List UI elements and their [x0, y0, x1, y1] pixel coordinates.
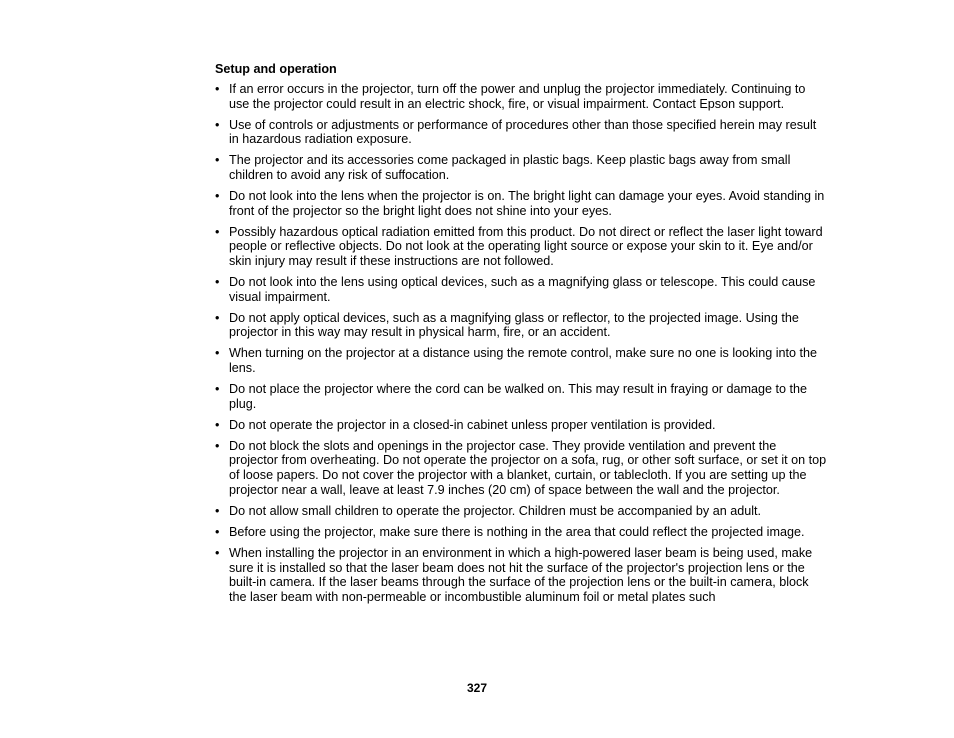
list-item-text: The projector and its accessories come packaged in plastic bags. Keep plastic bags away from small children to avoid any risk of suffocation.: [229, 153, 791, 182]
list-item-text: Do not apply optical devices, such as a magnifying glass or reflector, to the projected image. Using the projector in this way may result in physical harm, fire, or an accident.: [229, 310, 799, 340]
list-item-text: Do not operate the projector in a closed-in cabinet unless proper ventilation is provided.: [229, 417, 716, 432]
bullet-icon: •: [215, 275, 220, 290]
list-item-text: Do not block the slots and openings in the projector case. They provide ventilation and prevent the projector from overheating. Do not operate the projector on a sofa, rug, or other soft surface, or set it on top of loose papers. Do not cover the projector with a blanket, curtain, or tablecloth. If you are setting up the projector near a wall, leave at least 7.9 inches (20 cm) of space between the wall and the projector.: [229, 438, 827, 497]
bullet-icon: •: [215, 310, 220, 325]
list-item-text: Possibly hazardous optical radiation emitted from this product. Do not direct or reflect the laser light toward people or reflective objects. Do not look at the operating light source or expose your skin to it. Eye and/or skin injury may result if these instructions are not followed.: [229, 224, 823, 268]
list-item: [215, 439, 827, 497]
bullet-icon: •: [215, 524, 220, 539]
bullet-icon: •: [215, 189, 220, 204]
document-body: [215, 62, 827, 611]
safety-bullet-list: [215, 82, 827, 604]
list-item-text: Do not place the projector where the cord can be walked on. This may result in fraying or damage to the plug.: [229, 382, 807, 411]
bullet-icon: •: [215, 545, 220, 560]
bullet-icon: •: [215, 117, 220, 132]
list-item-text: When turning on the projector at a distance using the remote control, make sure no one is looking into the lens.: [229, 346, 818, 375]
list-item: [215, 153, 827, 182]
list-item: [215, 546, 827, 604]
list-item: [215, 275, 827, 304]
list-item: [215, 504, 827, 519]
list-item-text: Before using the projector, make sure there is nothing in the area that could reflect the projected image.: [229, 524, 805, 539]
list-item-text: Use of controls or adjustments or performance of procedures other than those specified herein may result in hazardous radiation exposure.: [229, 117, 817, 147]
list-item: [215, 82, 827, 111]
list-item: [215, 225, 827, 269]
list-item-text: Do not allow small children to operate the projector. Children must be accompanied by an adult.: [229, 503, 762, 518]
bullet-icon: •: [215, 224, 220, 239]
list-item: [215, 418, 827, 433]
page-number: 327: [466, 681, 488, 695]
bullet-icon: •: [215, 503, 220, 518]
list-item-text: If an error occurs in the projector, turn off the power and unplug the projector immediately. Continuing to use the projector could result in an electric shock, fire, or visual impairment. Contact Epson support.: [229, 82, 806, 111]
list-item: [215, 382, 827, 411]
bullet-icon: •: [215, 82, 220, 96]
section-heading: Setup and operation: [215, 62, 337, 76]
list-item: [215, 118, 827, 147]
bullet-icon: •: [215, 153, 220, 168]
list-item: [215, 311, 827, 340]
list-item: [215, 346, 827, 375]
bullet-icon: •: [215, 346, 220, 361]
bullet-icon: •: [215, 438, 220, 453]
list-item: [215, 525, 827, 540]
list-item-text: When installing the projector in an environment in which a high-powered laser beam is being used, make sure it is installed so that the laser beam does not hit the surface of the projector's projection lens or the built-in camera. If the laser beams through the surface of the projection lens or the built-in camera, block the laser beam with non-permeable or incombustible aluminum foil or metal plates such: [229, 545, 813, 604]
list-item: [215, 189, 827, 218]
bullet-icon: •: [215, 382, 220, 397]
list-item-text: Do not look into the lens when the projector is on. The bright light can damage your eyes. Avoid standing in front of the projector so the bright light does not shine into your eyes.: [229, 189, 825, 218]
list-item-text: Do not look into the lens using optical devices, such as a magnifying glass or telescope. This could cause visual impairment.: [229, 275, 816, 304]
bullet-icon: •: [215, 417, 220, 432]
